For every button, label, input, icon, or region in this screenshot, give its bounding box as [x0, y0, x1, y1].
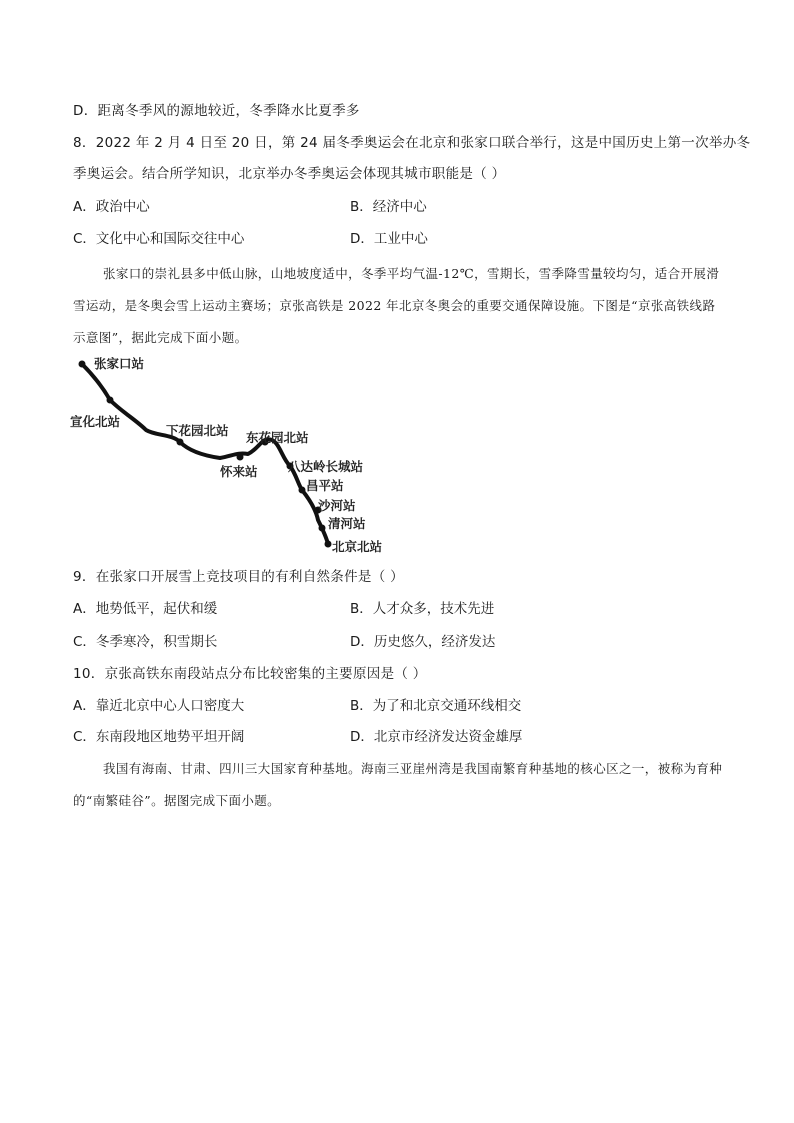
station-dot [177, 439, 184, 446]
q8-option-b[interactable]: B．经济中心 [350, 199, 427, 215]
q8-stem-line2: 季奥运会。结合所学知识，北京举办冬季奥运会体现其城市职能是（ ） [73, 166, 506, 182]
q9-option-a[interactable]: A．地势低平，起伏和缓 [73, 601, 218, 617]
q10-option-c[interactable]: C．东南段地区地势平坦开阔 [73, 729, 245, 745]
station-label: 昌平站 [306, 478, 344, 493]
station-dot [237, 454, 244, 461]
station-label: 八达岭长城站 [288, 459, 364, 474]
station-label: 东花园北站 [246, 430, 309, 445]
station-dot [319, 525, 326, 532]
q9-stem: 9．在张家口开展雪上竞技项目的有利自然条件是（ ） [73, 569, 404, 585]
station-label: 怀来站 [220, 464, 258, 479]
station-label: 北京北站 [332, 539, 383, 554]
q10-option-a[interactable]: A．靠近北京中心人口密度大 [73, 698, 245, 714]
station-label: 清河站 [328, 516, 366, 531]
q8-option-a[interactable]: A．政治中心 [73, 199, 150, 215]
q8-option-c[interactable]: C．文化中心和国际交往中心 [73, 231, 245, 247]
passage-zhangjiakou: 张家口的崇礼县多中低山脉，山地坡度适中，冬季平均气温-12℃，雪期长，雪季降雪量较均匀，适合开展滑雪运动，是冬奥会雪上运动主赛场；京张高铁是 2022 年北京冬奥会的重要交通保障设施。下图是“京张高铁线路示意图”，据此完成下面小题。 [73, 266, 720, 345]
station-label: 下花园北站 [166, 423, 229, 438]
passage-breeding-bases: 我国有海南、甘肃、四川三大国家育种基地。海南三亚崖州湾是我国南繁育种基地的核心区之一，被称为育种的“南繁硅谷”。据图完成下面小题。 [73, 761, 723, 808]
station-label: 宣化北站 [70, 414, 121, 429]
station-label: 张家口站 [94, 356, 145, 371]
q9-option-d[interactable]: D．历史悠久，经济发达 [350, 634, 496, 650]
q9-option-b[interactable]: B．人才众多，技术先进 [350, 601, 495, 617]
q10-option-b[interactable]: B．为了和北京交通环线相交 [350, 698, 522, 714]
q9-option-c[interactable]: C．冬季寒冷，积雪期长 [73, 634, 218, 650]
station-dot [79, 361, 86, 368]
station-dot [107, 397, 114, 404]
q8-stem-line1: 8．2022 年 2 月 4 日至 20 日，第 24 届冬季奥运会在北京和张家口联合举行，这是中国历史上第一次举办冬 [73, 135, 751, 151]
q7-option-d: D．距离冬季风的源地较近，冬季降水比夏季多 [73, 103, 360, 119]
station-dot [299, 487, 306, 494]
q8-option-d[interactable]: D．工业中心 [350, 231, 428, 247]
q10-stem: 10．京张高铁东南段站点分布比较密集的主要原因是（ ） [73, 666, 427, 682]
jingzhang-railway-map [70, 352, 400, 557]
q10-option-d[interactable]: D．北京市经济发达资金雄厚 [350, 729, 523, 745]
railway-line [82, 364, 328, 544]
station-dot [325, 541, 332, 548]
station-label: 沙河站 [318, 498, 356, 513]
